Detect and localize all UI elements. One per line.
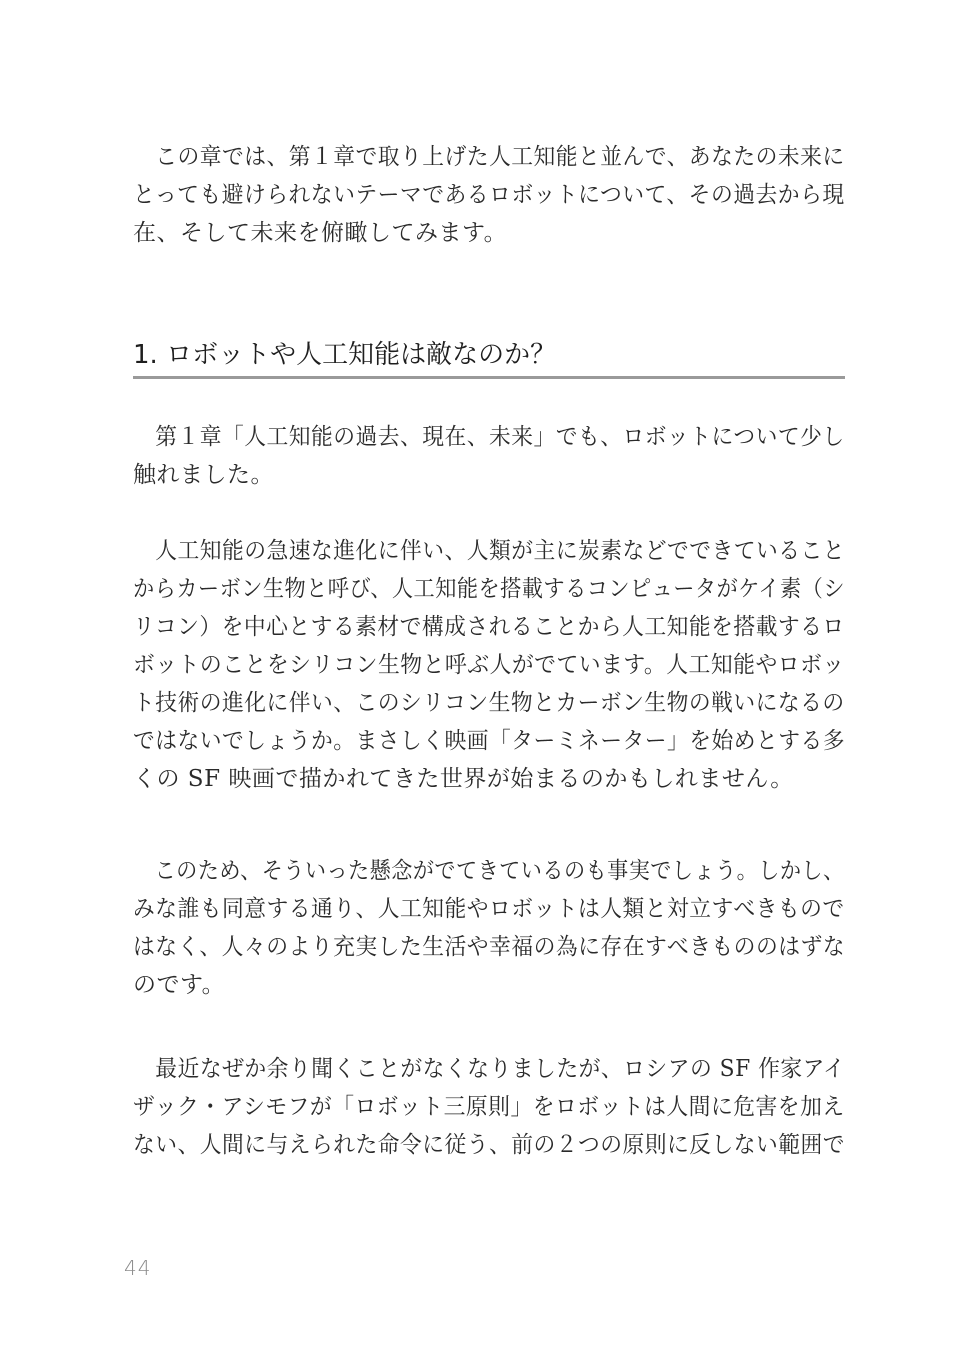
paragraph-2-line-4: ボットのことをシリコン生物と呼ぶ人がでています。人工知能やロボッ: [133, 652, 845, 678]
intro-line-3: 在、そして未来を俯瞰してみます。: [133, 220, 508, 246]
paragraph-2-line-7: くの SF 映画で描かれてきた世界が始まるのかもしれません。: [133, 766, 794, 792]
paragraph-3-line-1: このため、そういった懸念がでてきているのも事実でしょう。しかし、: [133, 858, 845, 884]
paragraph-2-line-1: 人工知能の急速な進化に伴い、人類が主に炭素などでできていること: [133, 538, 845, 564]
intro-line-2: とっても避けられないテーマであるロボットについて、その過去から現: [133, 182, 845, 208]
section-heading-text: 1. ロボットや人工知能は敵なのか？: [133, 340, 557, 370]
paragraph-2-line-6: ではないでしょうか。まさしく映画「ターミネーター」を始めとする多: [133, 728, 845, 754]
paragraph-4-line-1: 最近なぜか余り聞くことがなくなりましたが、ロシアの SF 作家アイ: [133, 1056, 846, 1082]
paragraph-3-line-2: みな誰も同意する通り、人工知能やロボットは人類と対立すべきもので: [133, 896, 845, 922]
paragraph-1-line-2: 触れました。: [133, 462, 274, 488]
section-heading: [133, 338, 845, 379]
paragraph-2-line-2: からカーボン生物と呼び、人工知能を搭載するコンピュータがケイ素（シ: [133, 576, 845, 602]
intro-line-1: この章では、第１章で取り上げた人工知能と並んで、あなたの未来に: [133, 144, 845, 170]
paragraph-2-line-3: リコン）を中心とする素材で構成されることから人工知能を搭載するロ: [133, 614, 845, 640]
paragraph-4-line-2: ザック・アシモフが「ロボット三原則」をロボットは人間に危害を加え: [133, 1094, 845, 1120]
paragraph-3-line-3: はなく、人々のより充実した生活や幸福の為に存在すべきもののはずな: [133, 934, 846, 960]
paragraph-2-line-5: ト技術の進化に伴い、このシリコン生物とカーボン生物の戦いになるの: [133, 690, 845, 716]
page-number: 44: [124, 1256, 152, 1280]
paragraph-3-line-4: のです。: [133, 972, 226, 998]
paragraph-4-line-3: ない、人間に与えられた命令に従う、前の２つの原則に反しない範囲で: [133, 1132, 845, 1158]
paragraph-1-line-1: 第１章「人工知能の過去、現在、未来」でも、ロボットについて少し: [133, 424, 845, 450]
